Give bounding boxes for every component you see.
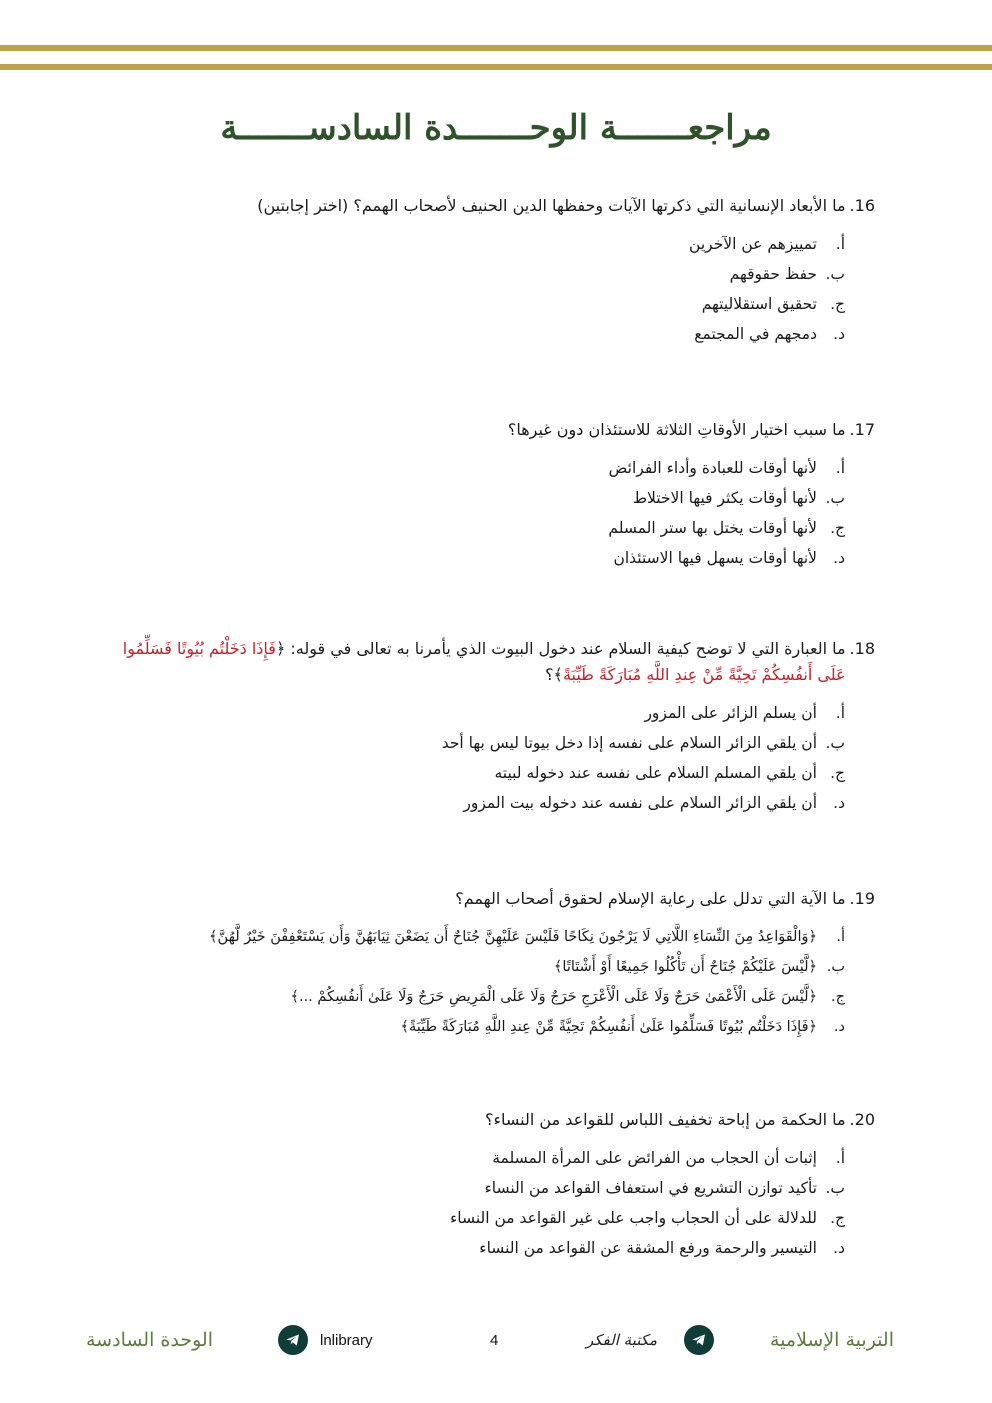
option-letter: أ. — [835, 704, 845, 722]
header-band-bottom — [0, 64, 992, 70]
question-20 — [115, 1107, 875, 1263]
option-text: تحقيق استقلاليتهم — [701, 295, 817, 313]
option-text: تأكيد توازن التشريع في استعفاف القواعد من النساء — [484, 1179, 817, 1197]
options-list — [115, 922, 875, 1042]
option-a[interactable] — [115, 922, 845, 952]
options-list — [115, 1143, 875, 1263]
footer-subject: التربية الإسلامية — [769, 1329, 894, 1351]
option-text: أن يلقي الزائر السلام على نفسه إذا دخل بيوتا ليس بها أحد — [441, 734, 817, 752]
footer-telegram-link-1[interactable] — [684, 1320, 714, 1360]
option-b[interactable] — [115, 483, 845, 513]
option-d[interactable] — [115, 788, 845, 818]
option-text: أن يلقي الزائر السلام على نفسه عند دخوله بيت المزور — [463, 794, 817, 812]
option-text: ﴿وَالْقَوَاعِدُ مِنَ النِّسَاءِ اللَّاتِي لَا يَرْجُونَ نِكَاحًا فَلَيْسَ عَلَيْهِنَّ جُنَاحٌ أَن يَضَعْنَ ثِيَابَهُنَّ وَأَن يَسْتَعْفِفْنَ خَيْرٌ لَّهُنَّ﴾ — [209, 929, 817, 945]
option-c[interactable] — [115, 289, 845, 319]
question-stem — [115, 636, 875, 688]
question-16 — [115, 193, 875, 349]
question-number: 17. — [849, 420, 875, 439]
option-text: لأنها أوقات يسهل فيها الاستئذان — [613, 549, 817, 567]
option-text: إثبات أن الحجاب من الفرائض على المرأة المسلمة — [492, 1149, 817, 1167]
option-text: دمجهم في المجتمع — [694, 325, 817, 343]
option-letter: ج. — [830, 1209, 845, 1227]
option-letter: ب. — [825, 265, 845, 283]
option-letter: ج. — [830, 764, 845, 782]
option-b[interactable] — [115, 259, 845, 289]
option-letter: د. — [833, 794, 845, 812]
question-stem — [115, 886, 875, 912]
question-text: ما الأبعاد الإنسانية التي ذكرتها الآيات وحفظها الدين الحنيف لأصحاب الهمم؟ (اختر إجابتين) — [257, 196, 846, 215]
question-text: ما الحكمة من إباحة تخفيف اللباس للقواعد من النساء؟ — [485, 1110, 846, 1129]
option-a[interactable] — [115, 229, 845, 259]
option-c[interactable] — [115, 982, 845, 1012]
option-text: ﴿لَّيْسَ عَلَى الْأَعْمَىٰ حَرَجٌ وَلَا عَلَى الْأَعْرَجِ حَرَجٌ وَلَا عَلَى الْمَرِيضِ حَرَجٌ وَلَا عَلَىٰ أَنفُسِكُمْ ...﴾ — [290, 989, 817, 1005]
question-text — [115, 636, 846, 688]
option-letter: أ. — [835, 235, 845, 253]
option-b[interactable] — [115, 952, 845, 982]
option-text: أن يسلم الزائر على المزور — [644, 704, 817, 722]
option-a[interactable] — [115, 453, 845, 483]
question-number: 19. — [849, 889, 875, 908]
question-18 — [115, 636, 875, 818]
question-number: 18. — [849, 639, 875, 658]
option-letter: ب. — [825, 489, 845, 507]
question-text: ما سبب اختيار الأوقاتِ الثلاثة للاستئذان دون غيرها؟ — [507, 420, 846, 439]
option-letter: ج. — [830, 295, 845, 313]
option-d[interactable] — [115, 319, 845, 349]
option-c[interactable] — [115, 1203, 845, 1233]
option-a[interactable] — [115, 698, 845, 728]
option-text: أن يلقي المسلم السلام على نفسه عند دخوله لبيته — [494, 764, 817, 782]
question-number: 16. — [849, 196, 875, 215]
option-letter: ب. — [825, 1179, 845, 1197]
footer-telegram-link-2[interactable] — [278, 1320, 308, 1360]
option-letter: أ. — [835, 1149, 845, 1167]
page-number: 4 — [490, 1331, 499, 1349]
option-letter: ب. — [826, 959, 845, 975]
option-text: لأنها أوقات يختل بها ستر المسلم — [608, 519, 817, 537]
option-text: التيسير والرحمة ورفع المشقة عن القواعد من النساء — [479, 1239, 817, 1257]
option-b[interactable] — [115, 728, 845, 758]
option-letter: د. — [833, 549, 845, 567]
question-stem — [115, 1107, 875, 1133]
question-19 — [115, 886, 875, 1042]
option-b[interactable] — [115, 1173, 845, 1203]
options-list — [115, 698, 875, 818]
header-band-top — [0, 45, 992, 51]
telegram-icon — [278, 1325, 308, 1355]
option-letter: د. — [833, 1239, 845, 1257]
option-a[interactable] — [115, 1143, 845, 1173]
option-letter: أ. — [835, 459, 845, 477]
quran-verse: فَإِذَا دَخَلْتُم بُيُوتًا فَسَلِّمُوا عَلَى أَنفُسِكُمْ تَحِيَّةً مِّنْ عِندِ اللَّهِ مُبَارَكَةً طَيِّبَةً — [122, 639, 846, 684]
option-d[interactable] — [115, 1233, 845, 1263]
option-letter: د. — [833, 1019, 845, 1035]
option-c[interactable] — [115, 758, 845, 788]
option-letter: ج. — [831, 989, 845, 1005]
question-stem — [115, 417, 875, 443]
option-d[interactable] — [115, 1012, 845, 1042]
option-text: ﴿لَّيْسَ عَلَيْكُمْ جُنَاحٌ أَن تَأْكُلُوا جَمِيعًا أَوْ أَشْتَاتًا﴾ — [553, 959, 817, 975]
footer-channel-name[interactable]: lnlibrary — [320, 1331, 373, 1349]
question-text-end: ﴾؟ — [545, 665, 563, 684]
option-letter: د. — [833, 325, 845, 343]
footer — [0, 1320, 992, 1360]
question-text-start: ما العبارة التي لا توضح كيفية السلام عند دخول البيوت الذي يأمرنا به تعالى في قوله: ﴿ — [275, 639, 846, 658]
option-letter: ب. — [825, 734, 845, 752]
telegram-icon — [684, 1325, 714, 1355]
option-d[interactable] — [115, 543, 845, 573]
footer-unit: الوحدة السادسة — [86, 1329, 213, 1351]
option-text: تمييزهم عن الآخرين — [689, 235, 817, 253]
option-letter: أ. — [836, 929, 845, 945]
option-text: لأنها أوقات للعبادة وأداء الفرائض — [608, 459, 817, 477]
footer-library-logo: مكتبة الفكر — [586, 1331, 658, 1349]
page-title: مراجعـــــــة الوحـــــــدة السادســـــــة — [220, 108, 772, 148]
question-text: ما الآية التي تدلل على رعاية الإسلام لحقوق أصحاب الهمم؟ — [455, 889, 846, 908]
question-number: 20. — [849, 1110, 875, 1129]
option-text: حفظ حقوقهم — [729, 265, 817, 283]
option-c[interactable] — [115, 513, 845, 543]
question-stem — [115, 193, 875, 219]
question-17 — [115, 417, 875, 573]
option-text: لأنها أوقات يكثر فيها الاختلاط — [632, 489, 817, 507]
options-list — [115, 229, 875, 349]
option-text: ﴿فَإِذَا دَخَلْتُم بُيُوتًا فَسَلِّمُوا عَلَىٰ أَنفُسِكُمْ تَحِيَّةً مِّنْ عِندِ اللَّهِ مُبَارَكَةً طَيِّبَةً﴾ — [400, 1019, 817, 1035]
option-text: للدلالة على أن الحجاب واجب على غير القواعد من النساء — [450, 1209, 817, 1227]
option-letter: ج. — [830, 519, 845, 537]
options-list — [115, 453, 875, 573]
